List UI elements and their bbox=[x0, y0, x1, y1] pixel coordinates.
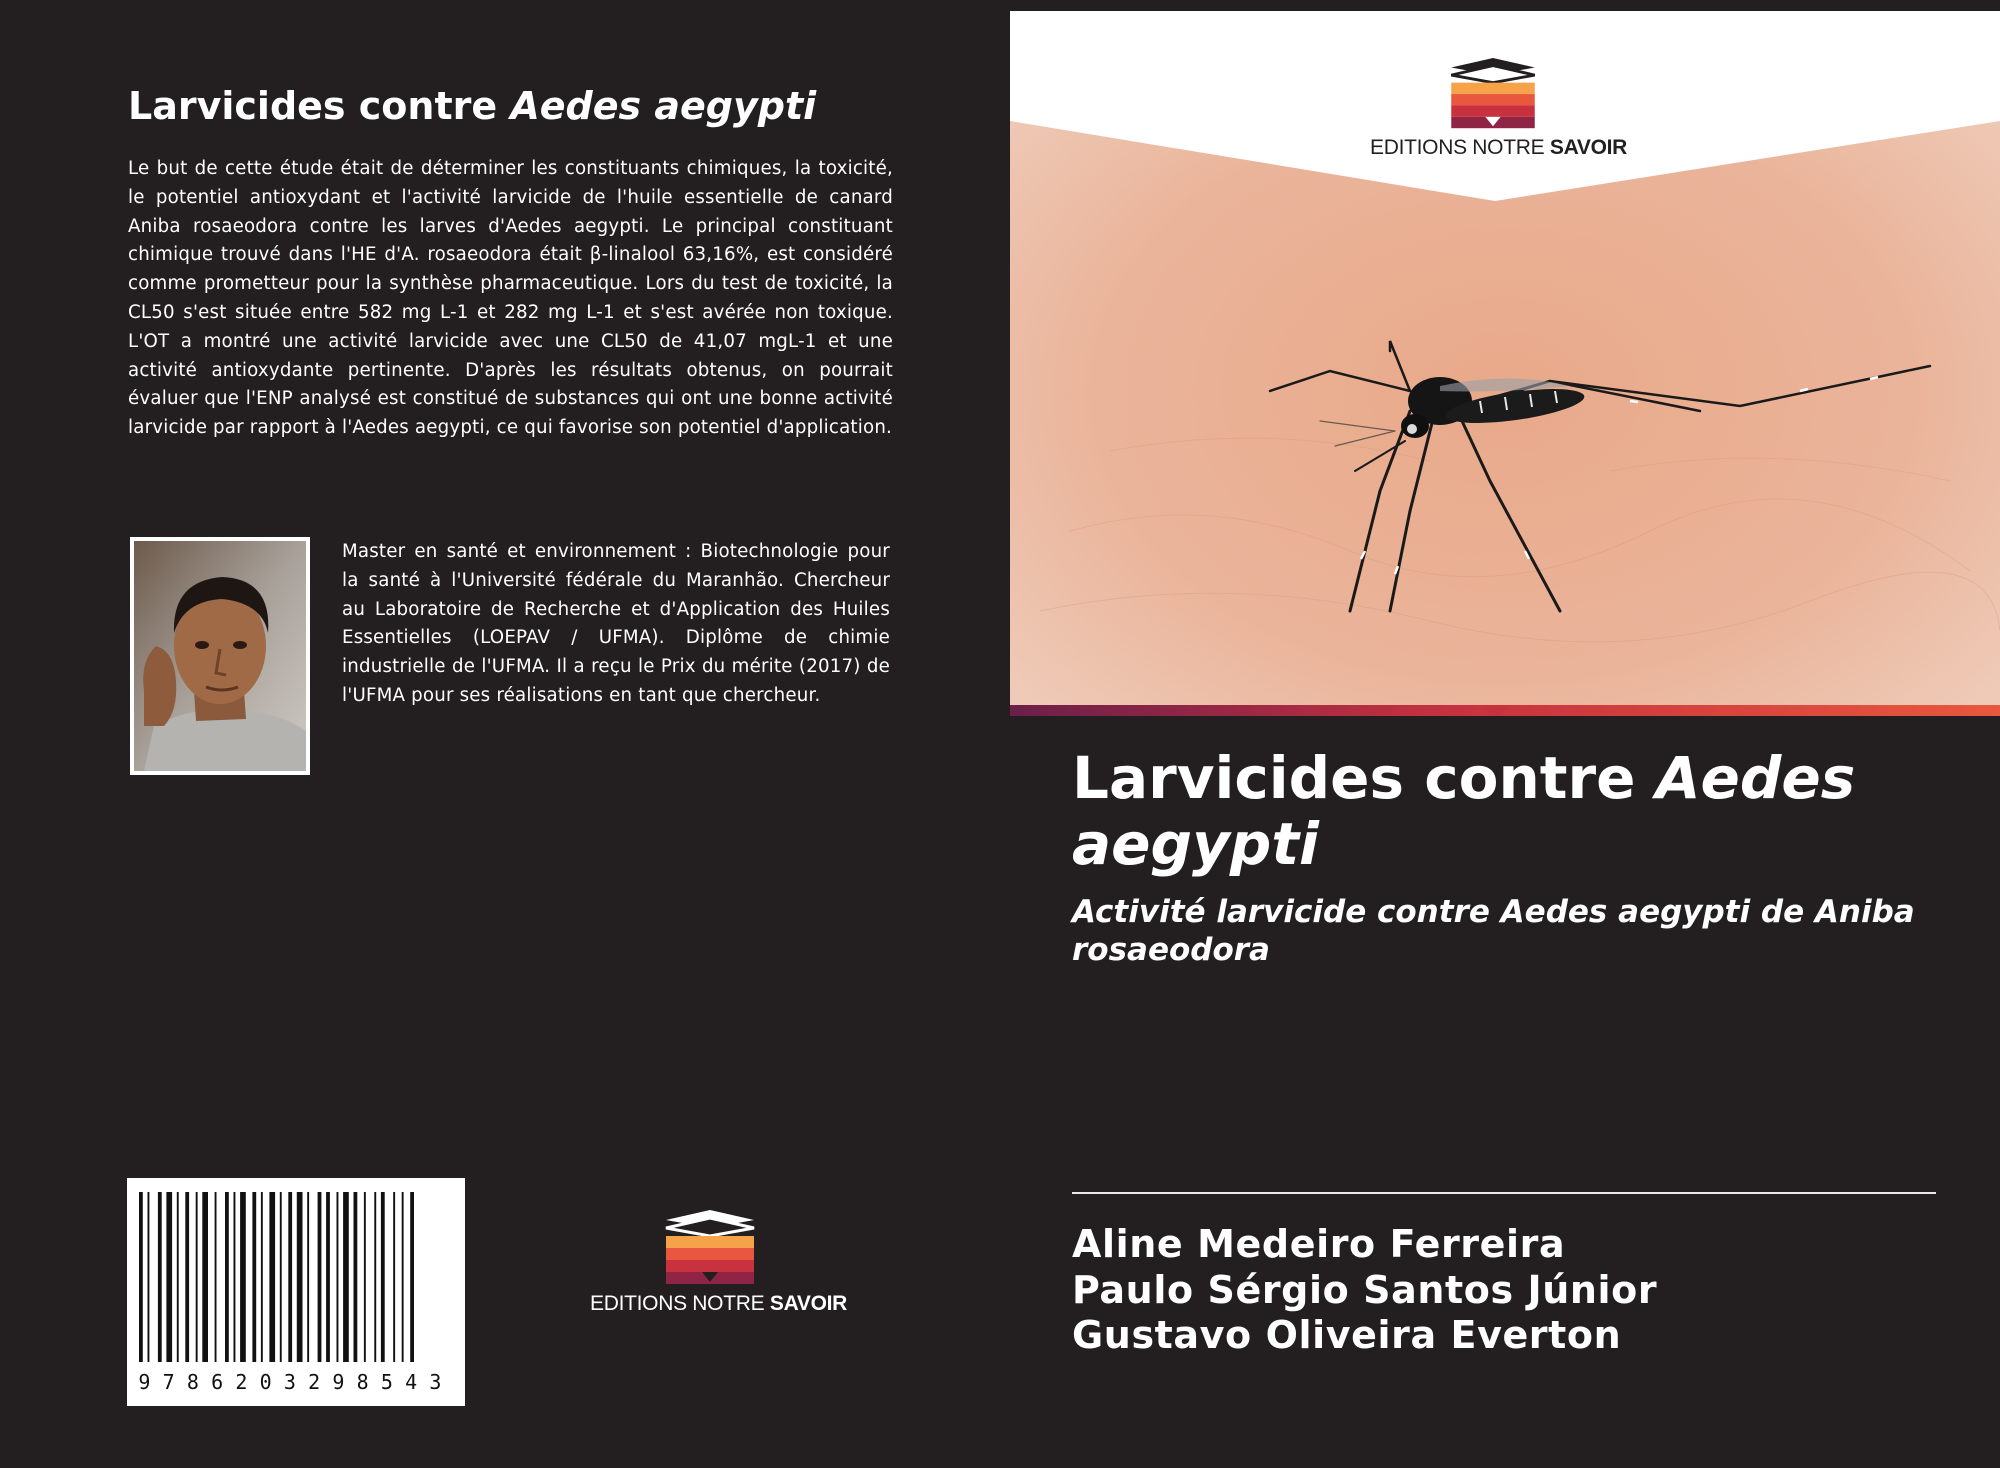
barcode-bar bbox=[252, 1192, 256, 1362]
back-cover-title bbox=[128, 84, 816, 128]
divider-line bbox=[1072, 1192, 1936, 1194]
author-name: Aline Medeiro Ferreira bbox=[1072, 1222, 1566, 1266]
front-cover-title bbox=[1072, 745, 1952, 877]
barcode-bar bbox=[234, 1192, 236, 1362]
publisher-name-back: EDITIONS NOTRE SAVOIR bbox=[590, 1292, 848, 1315]
isbn-digits: 9786203298543 bbox=[138, 1370, 454, 1394]
barcode-bar bbox=[326, 1192, 330, 1362]
barcode-bar bbox=[381, 1192, 385, 1362]
front-title-plain: Larvicides contre bbox=[1072, 744, 1656, 812]
publisher-logo-back bbox=[590, 1210, 848, 1316]
barcode-bar bbox=[307, 1192, 309, 1362]
barcode-bar bbox=[354, 1192, 358, 1362]
barcode-bar bbox=[177, 1192, 179, 1362]
barcode-bar bbox=[139, 1192, 143, 1362]
barcode-bar bbox=[364, 1192, 366, 1362]
barcode-bar bbox=[297, 1192, 303, 1362]
barcode-bar bbox=[261, 1192, 263, 1362]
author-name: Paulo Sérgio Santos Júnior bbox=[1072, 1267, 1658, 1312]
barcode-bar bbox=[280, 1192, 282, 1362]
barcode-bar bbox=[185, 1192, 189, 1362]
front-cover-subtitle: Activité larvicide contre Aedes aegypti de Aniba rosaeodora bbox=[1072, 894, 1915, 968]
front-title-italic: Aedes aegypti bbox=[1072, 744, 1856, 878]
barcode-bar bbox=[240, 1192, 246, 1362]
barcode-bar bbox=[225, 1192, 229, 1362]
publisher-logo-front bbox=[1370, 58, 1628, 160]
author-biography: Master en santé et environnement : Biotechnologie pour la santé à l'Université fédérale du Maranhão. Chercheur au Laboratoire de Recherche et d'Application des Huiles Essentielles (LOEPAV / UFMA). Diplôme de chimie industrielle de l'UFMA. Il a reçu le Prix du mérite (2017) de l'UFMA pour ses réalisations en tant que chercheur. bbox=[342, 541, 890, 706]
barcode-bar bbox=[288, 1192, 292, 1362]
back-title-plain: Larvicides contre bbox=[128, 84, 511, 128]
barcode-bar bbox=[410, 1192, 414, 1362]
barcode-bar bbox=[374, 1192, 376, 1362]
author-name: Gustavo Oliveira Everton bbox=[1072, 1313, 1622, 1357]
barcode-bar bbox=[337, 1192, 339, 1362]
barcode-bar bbox=[158, 1192, 162, 1362]
author-photo bbox=[130, 537, 310, 775]
stacked-books-icon bbox=[1447, 58, 1539, 132]
author-list bbox=[1072, 1222, 1657, 1359]
barcode-bar bbox=[269, 1192, 275, 1362]
barcode-bar bbox=[166, 1192, 172, 1362]
barcode-bar bbox=[393, 1192, 395, 1362]
barcode-bar bbox=[196, 1192, 198, 1362]
barcode-bar bbox=[215, 1192, 217, 1362]
barcode-bar bbox=[343, 1192, 349, 1362]
barcode-bar bbox=[148, 1192, 150, 1362]
barcode-bars bbox=[127, 1178, 465, 1368]
barcode-bar bbox=[202, 1192, 208, 1362]
back-title-italic: Aedes aegypti bbox=[510, 84, 817, 128]
isbn-barcode bbox=[127, 1178, 465, 1406]
barcode-bar bbox=[402, 1192, 404, 1362]
barcode-bar bbox=[318, 1192, 322, 1362]
publisher-name-front: EDITIONS NOTRE SAVOIR bbox=[1370, 136, 1628, 159]
stacked-books-icon bbox=[662, 1210, 758, 1288]
back-cover-synopsis: Le but de cette étude était de déterminer les constituants chimiques, la toxicité, le potentiel antioxydant et l'activité larvicide de l'huile essentielle de canard Aniba rosaeodora contre les larves d'Aedes aegypti. Le principal constituant chimique trouvé dans l'HE d'A. rosaeodora était β-linalool 63,16%, est considéré comme prometteur pour la synthèse pharmaceutique. Lors du test de toxicité, la CL50 s'est située entre 582 mg L-1 et 282 mg L-1 et s'est avérée non toxique. L'OT a montré une activité larvicide avec une CL50 de 41,07 mgL-1 et une activité antioxydante pertinente. D'après les résultats obtenus, on pourrait évaluer que l'ENP analysé est constitué de substances qui ont une bonne activité larvicide par rapport à l'Aedes aegypti, ce qui favorise son potentiel d'application. bbox=[128, 158, 893, 439]
